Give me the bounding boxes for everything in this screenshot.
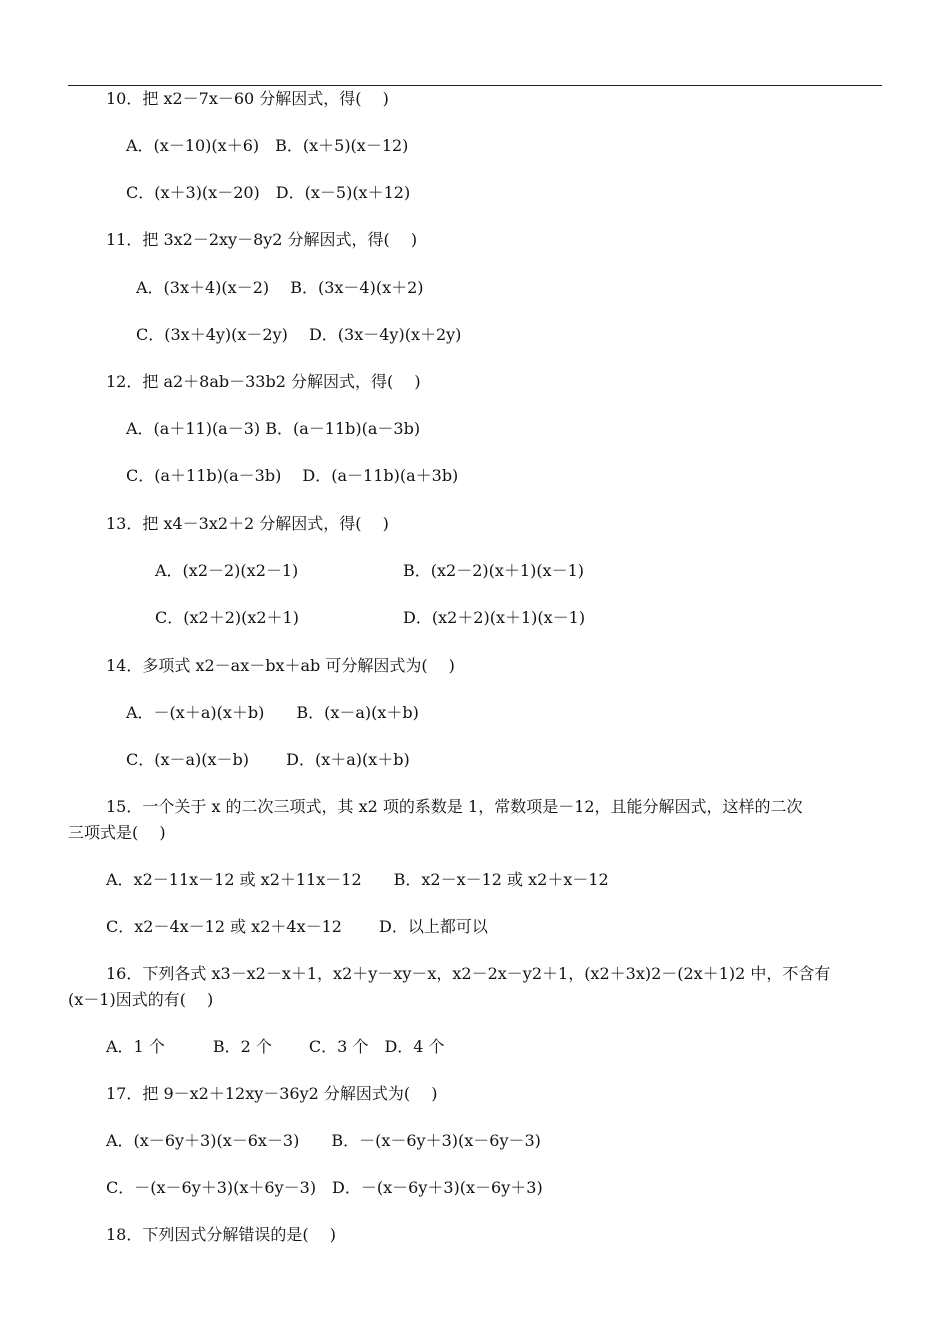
question-15-line2: 三项式是( ) xyxy=(68,823,166,842)
question-13: 13．把 x4－3x2＋2 分解因式，得( ) xyxy=(106,514,389,533)
question-16-line1: 16．下列各式 x3－x2－x＋1，x2＋y－xy－x，x2－2x－y2＋1，(x2＋3x)2－(2x＋1)2 中，不含有 xyxy=(106,964,831,983)
question-14: 14．多项式 x2－ax－bx＋ab 可分解因式为( ) xyxy=(106,656,455,675)
question-15-line1: 15．一个关于 x 的二次三项式，其 x2 项的系数是 1，常数项是－12，且能分解因式，这样的二次 xyxy=(106,797,803,816)
q13-option-a: A．(x2－2)(x2－1) xyxy=(155,561,299,580)
question-16-line2: (x－1)因式的有( ) xyxy=(68,990,214,1009)
q15-options-cd: C．x2－4x－12 或 x2＋4x－12 D．以上都可以 xyxy=(106,917,488,936)
question-18: 18．下列因式分解错误的是( ) xyxy=(106,1225,336,1244)
q13-option-b: B．(x2－2)(x＋1)(x－1) xyxy=(403,561,585,580)
q10-options-ab: A．(x－10)(x＋6) B．(x＋5)(x－12) xyxy=(126,136,409,155)
question-10: 10．把 x2－7x－60 分解因式，得( ) xyxy=(106,89,389,108)
question-12: 12．把 a2＋8ab－33b2 分解因式，得( ) xyxy=(106,372,421,391)
q10-options-cd: C．(x＋3)(x－20) D．(x－5)(x＋12) xyxy=(126,183,411,202)
question-17: 17．把 9－x2＋12xy－36y2 分解因式为( ) xyxy=(106,1084,438,1103)
q13-option-d: D．(x2＋2)(x＋1)(x－1) xyxy=(403,608,586,627)
q11-options-cd: C．(3x＋4y)(x－2y) D．(3x－4y)(x＋2y) xyxy=(136,325,462,344)
q13-option-c: C．(x2＋2)(x2＋1) xyxy=(155,608,299,627)
q16-options: A．1 个 B．2 个 C．3 个 D．4 个 xyxy=(106,1037,445,1056)
q12-options-cd: C．(a＋11b)(a－3b) D．(a－11b)(a＋3b) xyxy=(126,466,459,485)
q15-options-ab: A．x2－11x－12 或 x2＋11x－12 B．x2－x－12 或 x2＋x－12 xyxy=(106,870,609,889)
question-11: 11．把 3x2－2xy－8y2 分解因式，得( ) xyxy=(106,230,418,249)
q14-options-ab: A．－(x＋a)(x＋b) B．(x－a)(x＋b) xyxy=(126,703,419,722)
q17-options-cd: C．－(x－6y＋3)(x＋6y－3) D．－(x－6y＋3)(x－6y＋3) xyxy=(106,1178,543,1197)
q14-options-cd: C．(x－a)(x－b) D．(x＋a)(x＋b) xyxy=(126,750,410,769)
header-rule xyxy=(68,85,882,86)
q11-options-ab: A．(3x＋4)(x－2) B．(3x－4)(x＋2) xyxy=(136,278,424,297)
q12-options-ab: A．(a＋11)(a－3) B．(a－11b)(a－3b) xyxy=(126,419,421,438)
q17-options-ab: A．(x－6y＋3)(x－6x－3) B．－(x－6y＋3)(x－6y－3) xyxy=(106,1131,541,1150)
